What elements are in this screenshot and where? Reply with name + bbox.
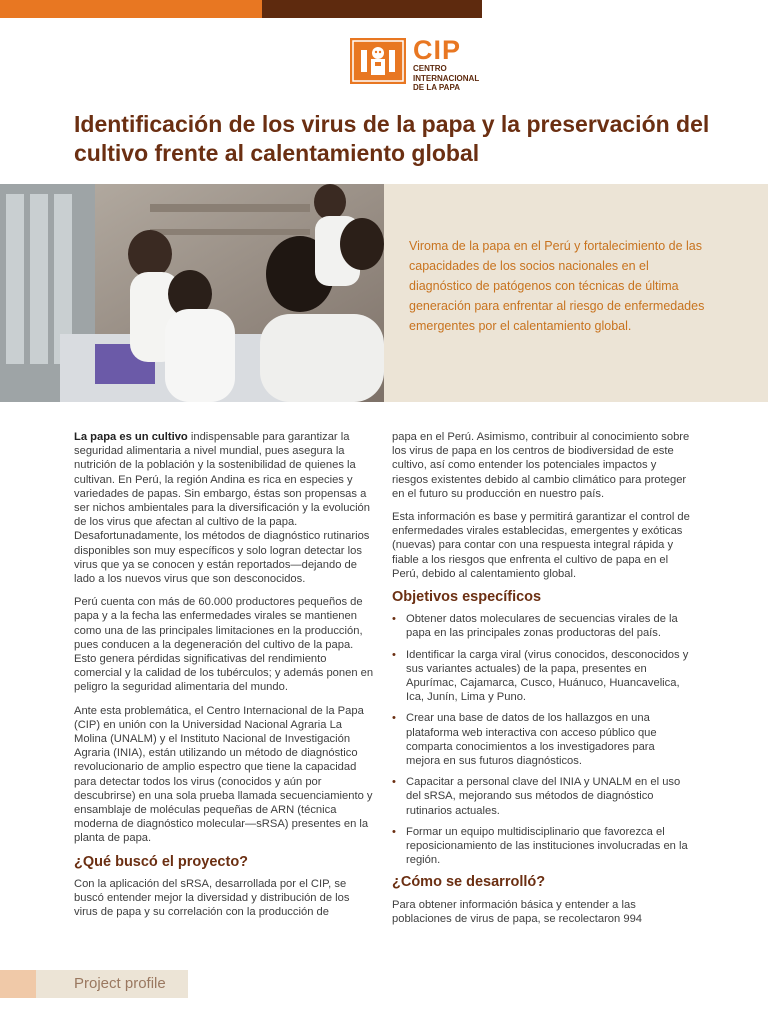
list-item: • Capacitar a personal clave del INIA y UNALM en el uso del sRSA, mejorando sus métodos de diagnóstico rutinarios actuales. <box>392 776 681 817</box>
list-item: • Formar un equipo multidisciplinario que favorezca el reposicionamiento de las instituciones involucradas en la región. <box>392 825 688 867</box>
bullet-icon: • <box>392 825 396 838</box>
footer-accent <box>0 970 36 998</box>
logo-line-3: DE LA PAPA <box>413 83 460 92</box>
footer-label: Project profile <box>74 975 166 992</box>
lab-photo <box>0 184 384 402</box>
objectives-heading: Objetivos específicos <box>392 589 542 606</box>
summary-box <box>384 184 768 402</box>
project-paragraph: Con la aplicación del sRSA, desarrollada por el CIP, se buscó entender mejor la diversidad y distribución de los virus de papa y su correlación con la producción de <box>74 877 350 919</box>
logo-line-2: INTERNACIONAL <box>413 73 480 83</box>
problem-paragraph: Ante esta problemática, el Centro Internacional de la Papa (CIP) en unión con la Universidad Nacional Agraria La Molina (UNALM) y el Instituto Nacional de Investigación Agraria (INIA), están utilizando un método de diagnóstico revolucionario de amplio espectro que tiene la capacidad para detectar todos los virus (conocidos y aún por descubrirse) en una sola prueba llamada secuenciamiento y ensamblaje de moléculas pequeñas de ARN (técnica moderna de diagnóstico molecular—sRSA) presentes en la planta de papa. <box>74 704 373 845</box>
producers-paragraph: Perú cuenta con más de 60.000 productores pequeños de papa y a la fecha las enfermedades virales se mantienen como una de las principales limitaciones en la producción, pues conducen a la degeneración del cultivo de la papa. Esto genera pérdidas significativas del rendimiento comercial y la calidad de los tubérculos; y además ponen en peligro la seguridad alimentaria del mundo. <box>74 596 374 694</box>
objectives-list <box>392 612 692 867</box>
cip-logo <box>350 35 480 93</box>
project-heading: ¿Qué buscó el proyecto? <box>74 853 249 870</box>
logo-acronym: CIP <box>413 35 462 65</box>
left-column <box>74 430 374 929</box>
cip-emblem-icon <box>350 38 406 84</box>
intro-rest: indispensable para garantizar la seguridad alimentaria a nivel mundial, pues asegura la nutrición de la población y la sostenibilidad de quienes la cultivan. En Perú, la región Andina es rica en especies y variedades de papas. Sin embargo, éstas son propensas a ser nichos ambientales para la diversificación y la evolución de los virus que afectan al cultivo de la papa. Desafortunadamente, los métodos de diagnóstico rutinarios disponibles son muy específicos y solo logran detectar los virus que ya se conocen y están reportados—dejando de lado a los nuevos virus que son desconocidos. <box>74 431 370 586</box>
list-item: • Identificar la carga viral (virus conocidos, desconocidos y sus variantes actuales) de la papa, presentes en Apurímac, Cajamarca, Cusco, Huánuco, Huancavelica, Ica, Junín, Lima y Puno. <box>392 648 689 704</box>
list-item: • Obtener datos moleculares de secuencias virales de la papa en las principales zonas productoras del país. <box>392 613 678 640</box>
base-info-paragraph: Esta información es base y permitirá garantizar el control de enfermedades virales establecidas, emergentes y exóticas (nuevas) para contar con una respuesta integral rápida y fiable a los riesgos que enfrenta el cultivo de papa en el Perú, debido al calentamiento global. <box>392 511 690 580</box>
intro-paragraph <box>74 430 374 586</box>
top-bar-orange <box>0 0 262 18</box>
continuation-paragraph: papa en el Perú. Asimismo, contribuir al conocimiento sobre los virus de papa en los centros de biodiversidad de este cultivo, así como entender los potenciales impactos y riesgos existentes debido al cambio climático para proteger en el futuro su producción en nuestro país. <box>392 431 690 500</box>
summary-text: Viroma de la papa en el Perú y fortalecimiento de las capacidades de los socios nacionales en el diagnóstico de patógenos con técnicas de última generación para enfrentar al riesgo de enfermedades emergentes por el calentamiento global. <box>409 239 705 333</box>
bullet-icon: • <box>392 776 396 789</box>
development-heading: ¿Cómo se desarrolló? <box>392 874 546 891</box>
bullet-icon: • <box>392 648 396 661</box>
development-paragraph: Para obtener información básica y entender a las poblaciones de virus de papa, se recolectaron 994 <box>392 898 643 925</box>
right-column <box>392 430 692 935</box>
logo-line-1: CENTRO <box>413 64 447 73</box>
list-item: • Crear una base de datos de los hallazgos en una plataforma web interactiva con acceso público que comparta conocimientos a los investigadores para mejora en sus futuros diagnósticos. <box>392 712 657 768</box>
top-bar-brown <box>262 0 482 18</box>
intro-lead: La papa es un cultivo <box>74 431 188 443</box>
bullet-icon: • <box>392 712 396 725</box>
page-title: Identificación de los virus de la papa y la preservación del cultivo frente al calentamiento global <box>74 111 710 166</box>
bullet-icon: • <box>392 613 396 626</box>
